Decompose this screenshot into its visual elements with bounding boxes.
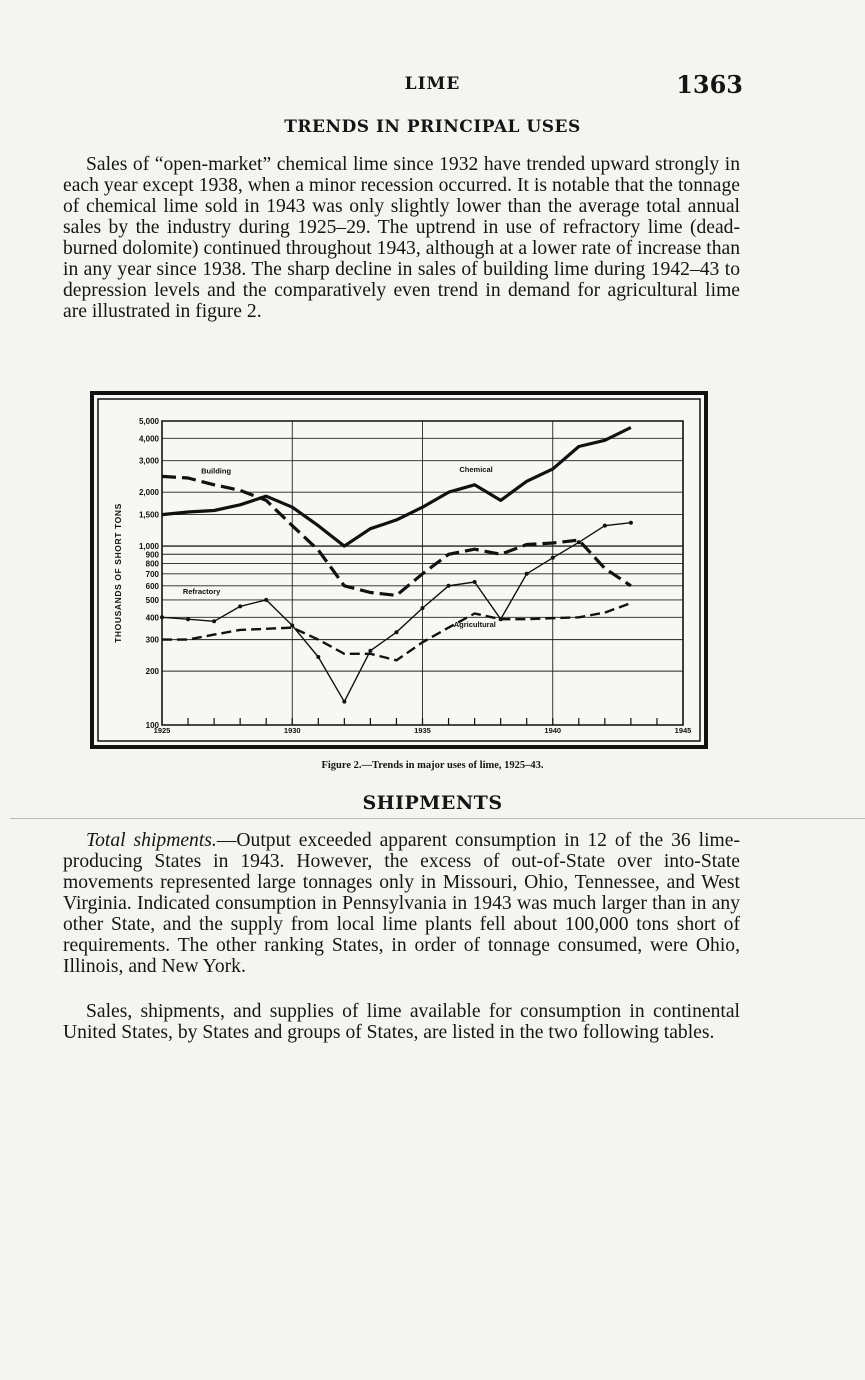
running-head xyxy=(0,72,865,102)
data-point-refractory xyxy=(160,615,164,619)
y-axis-label: THOUSANDS OF SHORT TONS xyxy=(113,503,123,643)
data-point-refractory xyxy=(342,700,346,704)
series-label: Building xyxy=(201,466,232,476)
y-tick-label: 3,000 xyxy=(138,456,159,466)
y-tick-label: 800 xyxy=(145,559,159,569)
y-tick-label: 700 xyxy=(145,569,159,579)
body-paragraph: Sales of “open-market” chemical lime since 1932 have trended upward strongly in each year except 1938, when a minor recession occurred. It is notable that the tonnage of chemical lime sold in 1943 was only slightly lower than the average total annual sales by the industry during 1925–29. The uptrend in use of refractory lime (dead-burned dolomite) continued throughout 1943, although at a lower rate of increase than in any year since 1938. The sharp decline in sales of building lime during 1942–43 to depression levels and the comparatively even trend in demand for agricultural lime are illustrated in figure 2. xyxy=(63,154,740,322)
figure-outer-border xyxy=(92,393,706,747)
x-tick-label: 1930 xyxy=(283,726,301,735)
data-point-refractory xyxy=(473,580,477,584)
figure-chart xyxy=(90,391,708,749)
run-in-heading: Total shipments. xyxy=(86,830,217,851)
data-point-refractory xyxy=(186,617,190,621)
data-point-refractory xyxy=(368,649,372,653)
y-tick-label: 1,500 xyxy=(138,510,159,520)
data-point-refractory xyxy=(238,604,242,608)
y-tick-label: 400 xyxy=(145,613,159,623)
x-tick-label: 1945 xyxy=(674,726,692,735)
x-tick-label: 1940 xyxy=(544,726,562,735)
series-label: Agricultural xyxy=(453,619,496,629)
data-point-refractory xyxy=(212,619,216,623)
data-point-refractory xyxy=(629,521,633,525)
y-tick-label: 500 xyxy=(145,595,159,605)
data-point-refractory xyxy=(394,630,398,634)
data-point-refractory xyxy=(447,584,451,588)
series-label: Chemical xyxy=(459,464,493,474)
data-point-refractory xyxy=(551,556,555,560)
y-tick-label: 5,000 xyxy=(138,417,159,426)
y-tick-label: 100 xyxy=(145,721,159,730)
y-tick-label: 900 xyxy=(145,550,159,560)
data-point-refractory xyxy=(264,598,268,602)
page-number: 1363 xyxy=(676,70,743,99)
y-tick-label: 200 xyxy=(145,667,159,677)
series-label: Refractory xyxy=(182,586,221,596)
page-fold-line xyxy=(10,818,865,819)
y-tick-label: 300 xyxy=(145,635,159,645)
body-paragraph: Sales, shipments, and supplies of lime available for consumption in continental United States, by States and groups of States, are listed in the two following tables. xyxy=(63,1001,740,1043)
body-paragraph xyxy=(63,830,740,977)
paragraph-text: —Output exceeded apparent consumption in 12 of the 36 lime-producing States in 1943. However, the excess of out-of-State over into-State movements represented large tonnages only in Missouri, Ohio, Tennessee, and West Virginia. Indicated consumption in Pennsylvania in 1943 was much larger than in any other State, and the supply from local lime plants fell about 100,000 tons short of requirements. The other ranking States, in order of tonnage consumed, were Ohio, Illinois, and New York. xyxy=(63,830,740,977)
y-tick-label: 4,000 xyxy=(138,434,159,444)
x-tick-label: 1925 xyxy=(153,726,171,735)
data-point-refractory xyxy=(603,524,607,528)
section-heading-trends: TRENDS IN PRINCIPAL USES xyxy=(284,117,581,137)
x-tick-label: 1935 xyxy=(414,726,431,735)
y-tick-label: 2,000 xyxy=(138,488,159,498)
figure-caption: Figure 2.—Trends in major uses of lime, 1925–43. xyxy=(321,760,544,771)
running-title: LIME xyxy=(404,74,461,94)
data-point-refractory xyxy=(577,540,581,544)
data-point-refractory xyxy=(525,572,529,576)
y-tick-label: 1,000 xyxy=(138,542,159,552)
data-point-refractory xyxy=(421,606,425,610)
data-point-refractory xyxy=(316,655,320,659)
y-tick-label: 600 xyxy=(145,581,159,591)
section-heading-shipments: SHIPMENTS xyxy=(362,792,503,814)
